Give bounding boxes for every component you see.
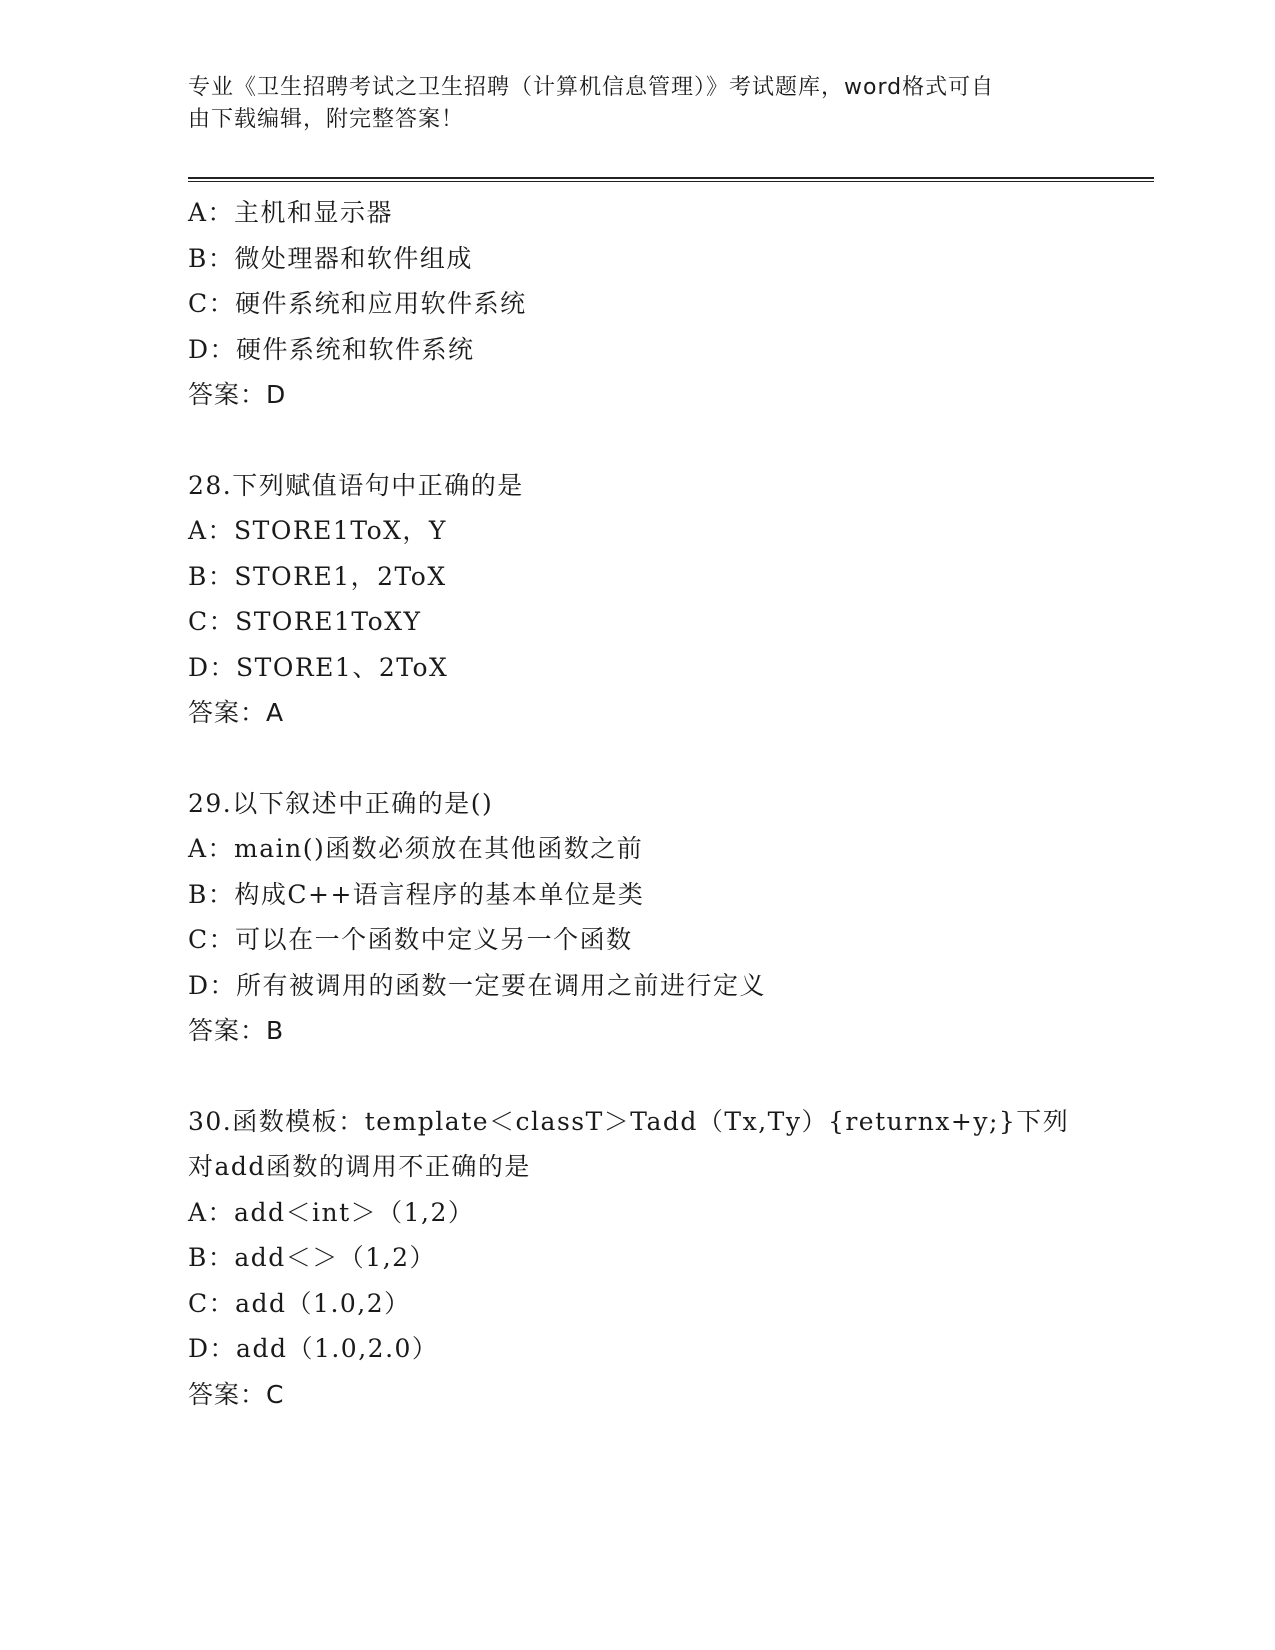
spacer: [188, 736, 1154, 781]
question-30: [188, 1099, 1154, 1418]
option-d: D：STORE1、2ToX: [188, 652, 449, 682]
question-text-continued: 对add函数的调用不正确的是: [188, 1152, 531, 1181]
header-line-1: 专业《卫生招聘考试之卫生招聘（计算机信息管理）》考试题库，word格式可自: [188, 75, 995, 100]
question-list: [188, 190, 1154, 1417]
spacer: [188, 418, 1154, 463]
option-b: B：构成C++语言程序的基本单位是类: [188, 879, 645, 909]
option-d: D：所有被调用的函数一定要在调用之前进行定义: [188, 970, 767, 1000]
answer: 答案：D: [188, 380, 287, 409]
header-divider: [188, 177, 1154, 182]
option-c: C：add（1.0,2）: [188, 1288, 411, 1318]
spacer: [188, 1054, 1154, 1099]
option-a: A：STORE1ToX，Y: [188, 516, 447, 545]
document-header: [188, 72, 1068, 136]
header-line-2: 由下载编辑，附完整答案！: [188, 107, 465, 132]
option-a: A：主机和显示器: [188, 198, 394, 227]
answer: 答案：A: [188, 698, 285, 727]
option-c: C：STORE1ToXY: [188, 607, 422, 636]
question-text: 29.以下叙述中正确的是(): [188, 788, 494, 818]
answer: 答案：C: [188, 1379, 285, 1409]
option-b: B：STORE1，2ToX: [188, 561, 447, 591]
option-b: B：微处理器和软件组成: [188, 243, 473, 273]
option-c: C：可以在一个函数中定义另一个函数: [188, 925, 633, 954]
option-a: A：main()函数必须放在其他函数之前: [188, 834, 644, 863]
question-28: [188, 463, 1154, 736]
option-d: D：add（1.0,2.0）: [188, 1334, 439, 1363]
question-27: [188, 190, 1154, 418]
option-b: B：add＜＞（1,2）: [188, 1243, 437, 1272]
question-text: 30.函数模板：template＜classT＞Tadd（Tx,Ty）{returnx+y;}下列: [188, 1106, 1070, 1136]
answer: 答案：B: [188, 1016, 285, 1045]
option-d: D：硬件系统和软件系统: [188, 334, 475, 364]
question-29: [188, 781, 1154, 1054]
option-a: A：add＜int＞（1,2）: [188, 1197, 475, 1227]
question-text: 28.下列赋值语句中正确的是: [188, 470, 524, 500]
option-c: C：硬件系统和应用软件系统: [188, 289, 527, 318]
